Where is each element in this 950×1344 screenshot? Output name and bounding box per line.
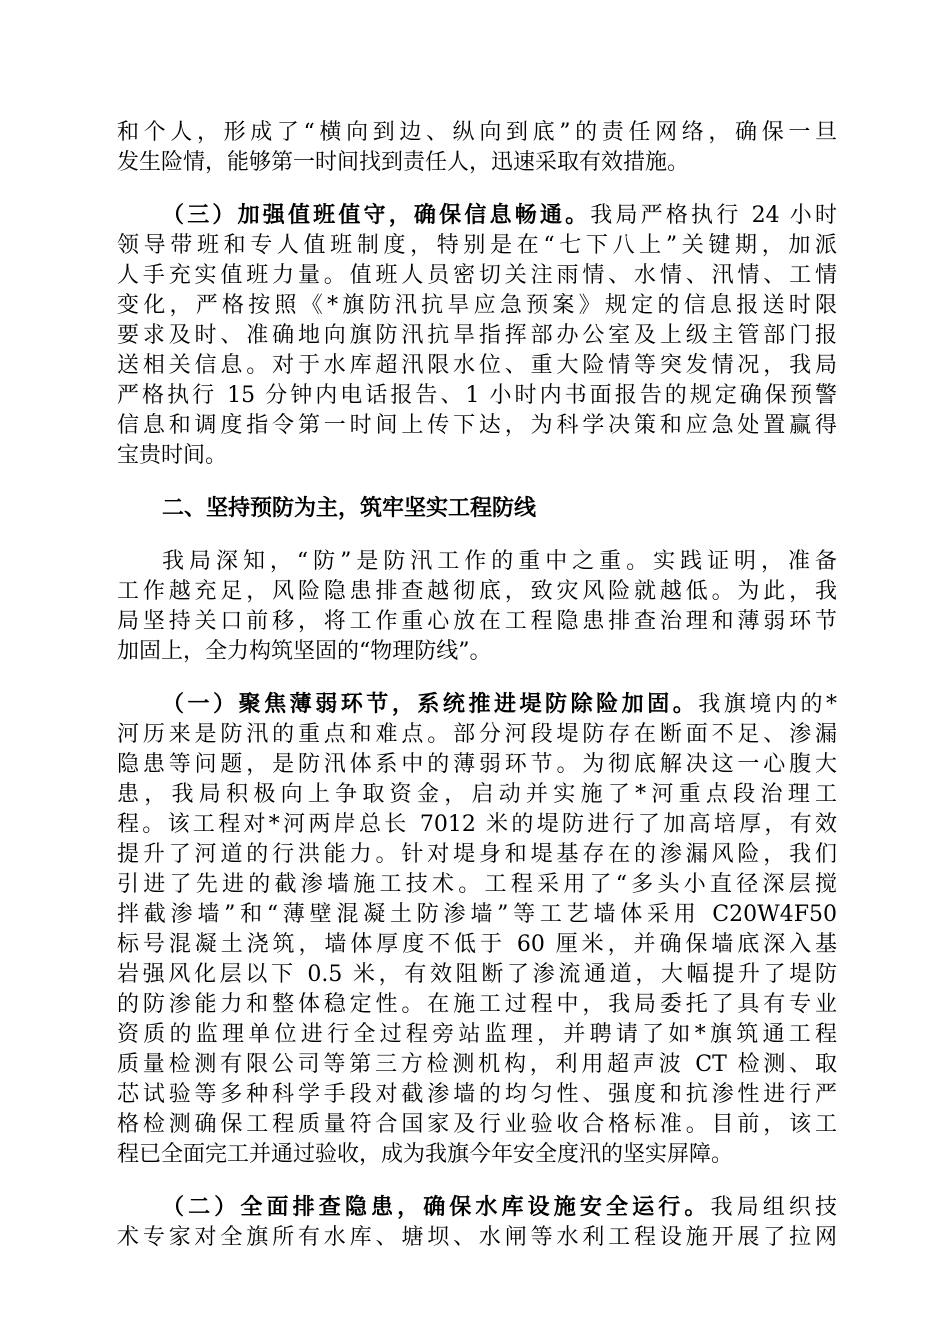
paragraph-line: 宝贵时间。 (117, 443, 228, 468)
paragraph-line: 变化，严格按照《*旗防汛抗旱应急预案》规定的信息报送时限 (117, 293, 837, 318)
paragraph-first-line (162, 1193, 837, 1223)
section-heading: 二、坚持预防为主，筑牢坚实工程防线 (162, 496, 537, 521)
paragraph-line: 引进了先进的截渗墙施工技术。工程采用了“多头小直径深层搅 (117, 872, 837, 897)
paragraph-text: 我旗境内的* (698, 692, 837, 717)
paragraph-line: 的防渗能力和整体稳定性。在施工过程中，我局委托了具有专业 (117, 992, 837, 1017)
paragraph-line: 信息和调度指令第一时间上传下达，为科学决策和应急处置赢得 (117, 413, 837, 438)
paragraph-line: 领导带班和专人值班制度，特别是在“七下八上”关键期，加派 (117, 233, 837, 258)
paragraph-line: 送相关信息。对于水库超汛限水位、重大险情等突发情况，我局 (117, 353, 837, 378)
paragraph-line: 工作越充足，风险隐患排查越彻底，致灾风险就越低。为此，我 (117, 579, 837, 604)
paragraph-line: 程。该工程对*河两岸总长 7012 米的堤防进行了加高培厚，有效 (117, 812, 837, 837)
section-lead-bold: （一）聚焦薄弱环节，系统推进堤防除险加固。 (162, 692, 699, 717)
paragraph-line: 局坚持关口前移，将工作重心放在工程隐患排查治理和薄弱环节 (117, 609, 837, 634)
paragraph-line: 发生险情，能够第一时间找到责任人，迅速采取有效措施。 (117, 150, 690, 175)
paragraph-line: 隐患等问题，是防汛体系中的薄弱环节。为彻底解决这一心腹大 (117, 752, 837, 777)
paragraph-line: 拌截渗墙”和“薄壁混凝土防渗墙”等工艺墙体采用 C20W4F50 (117, 902, 837, 927)
section-lead-bold: （二）全面排查隐患，确保水库设施安全运行。 (162, 1195, 711, 1220)
paragraph-first-line (162, 690, 837, 720)
paragraph-line: 和个人，形成了“横向到边、纵向到底”的责任网络，确保一旦 (117, 120, 837, 145)
paragraph-first-line: 我局深知，“防”是防汛工作的重中之重。实践证明，准备 (162, 549, 837, 574)
paragraph-line: 标号混凝土浇筑，墙体厚度不低于 60 厘米，并确保墙底深入基 (117, 932, 837, 957)
paragraph-line: 术专家对全旗所有水库、塘坝、水闸等水利工程设施开展了拉网 (117, 1225, 837, 1250)
paragraph-text: 我局严格执行 24 小时 (590, 203, 837, 228)
paragraph-text: 我局组织技 (710, 1195, 837, 1220)
paragraph-line: 提升了河道的行洪能力。针对堤身和堤基存在的渗漏风险，我们 (117, 842, 837, 867)
paragraph-line: 程已全面完工并通过验收，成为我旗今年安全度汛的坚实屏障。 (117, 1142, 734, 1167)
paragraph-line: 质量检测有限公司等第三方检测机构，利用超声波 CT 检测、取 (117, 1052, 837, 1077)
paragraph-line: 要求及时、准确地向旗防汛抗旱指挥部办公室及上级主管部门报 (117, 323, 837, 348)
paragraph-line: 人手充实值班力量。值班人员密切关注雨情、水情、汛情、工情 (117, 263, 837, 288)
paragraph-line: 岩强风化层以下 0.5 米，有效阻断了渗流通道，大幅提升了堤防 (117, 962, 837, 987)
paragraph-line: 加固上，全力构筑坚固的“物理防线”。 (117, 639, 492, 664)
paragraph-line: 河历来是防汛的重点和难点。部分河段堤防存在断面不足、渗漏 (117, 722, 837, 747)
paragraph-line: 资质的监理单位进行全过程旁站监理，并聘请了如*旗筑通工程 (117, 1022, 837, 1047)
paragraph-line: 患，我局积极向上争取资金，启动并实施了*河重点段治理工 (117, 782, 837, 807)
paragraph-line: 严格执行 15 分钟内电话报告、1 小时内书面报告的规定确保预警 (117, 383, 837, 408)
paragraph-first-line (162, 201, 837, 231)
paragraph-line: 格检测确保工程质量符合国家及行业验收合格标准。目前，该工 (117, 1112, 837, 1137)
paragraph-line: 芯试验等多种科学手段对截渗墙的均匀性、强度和抗渗性进行严 (117, 1082, 837, 1107)
section-lead-bold: （三）加强值班值守，确保信息畅通。 (162, 203, 591, 228)
